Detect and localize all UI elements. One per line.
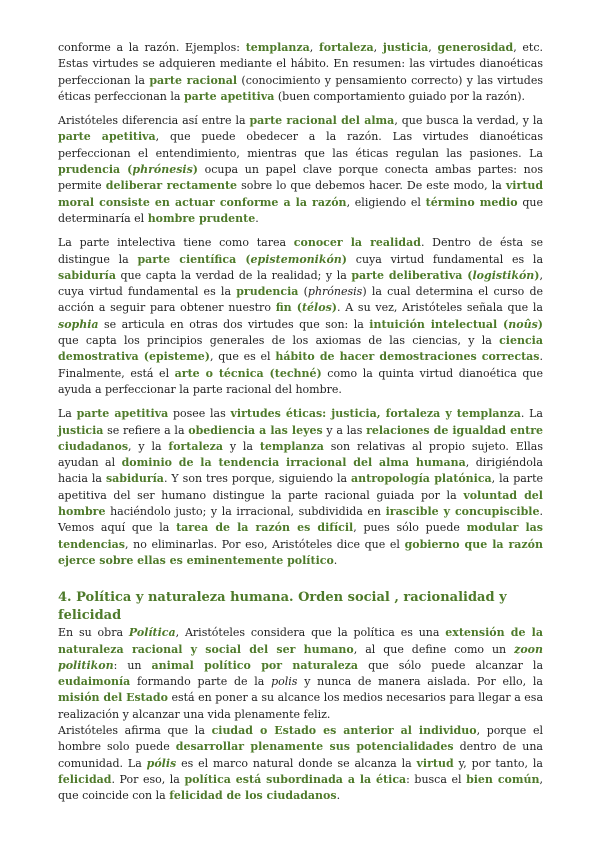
text-run: , [309,41,319,54]
highlighted-term: tarea de la razón es difícil [176,521,354,535]
text-run: y la [223,439,260,453]
highlighted-term: política está subordinada a la ética [184,772,407,786]
text-run: La parte intelectiva tiene como tarea [58,236,294,250]
highlighted-term: epistemonikón [250,252,342,266]
highlighted-term: animal político por naturaleza [151,658,359,672]
text-run: La [58,407,77,421]
highlighted-term: justicia [382,41,429,54]
highlighted-term: sabiduría [58,268,116,282]
highlighted-term: prudencia [236,285,299,299]
highlighted-term: justicia [58,423,104,437]
highlighted-term: parte racional [149,73,238,87]
highlighted-term: sabiduría [105,472,164,486]
highlighted-term: intuición intelectual ( [369,317,509,331]
highlighted-term: parte racional del alma [249,114,395,128]
text-run: , que busca la verdad, y la [394,114,543,128]
text-run: , cuya virtud fundamental es la [58,268,543,299]
highlighted-term: ciudad o Estado es anterior al individuo [211,723,477,737]
highlighted-term: conocer la realidad [293,236,421,250]
highlighted-term: arte o técnica (techné) [174,366,322,380]
highlighted-term: télos [301,301,332,315]
text-run: posee las [168,407,231,421]
highlighted-term: parte apetitiva [76,407,169,421]
text-run: que capta los principios generales de los axiomas de las ciencias, y la [58,334,500,348]
text-run: . Por eso, la [111,772,185,786]
highlighted-term: zoon politikon [58,642,543,672]
paragraph [58,235,543,398]
highlighted-term: virtud [416,756,454,770]
text-run: , pues sólo puede [353,521,467,535]
section-heading: 4. Política y naturaleza humana. Orden social , racionalidad y felicidad [58,590,507,624]
highlighted-term: misión del Estado [58,691,168,705]
paragraph [58,625,543,723]
highlighted-term: extensión de la naturaleza racional y social del ser humano [58,626,543,656]
highlighted-term: hombre prudente [147,211,256,225]
highlighted-term: ) [534,268,540,282]
highlighted-term: logistikón [472,268,535,282]
highlighted-term: ciencia demostrativa (episteme) [58,334,543,364]
text-run: ocupa un papel clave porque conecta ambas partes: nos permite [58,163,543,193]
text-run: y nunca de manera aislada. Por ello, la [297,675,543,689]
highlighted-term: virtud moral consiste en actuar conforme a la razón [58,179,544,209]
text-run: se articula en otras dos virtudes que son: la [98,317,370,331]
text-run: conforme a la razón. Ejemplos: [58,41,246,54]
highlighted-term: sophia [58,317,99,331]
text-run: , porque el hombre solo puede [58,723,544,754]
paragraphs-block [58,40,543,569]
highlighted-term: irascible y concupiscible [385,505,540,519]
paragraph [58,723,543,804]
text-run: se refiere a la [103,423,189,437]
highlighted-term: modular las tendencias [58,521,543,551]
text-run: , al que define como un [353,642,515,656]
text-run: Aristóteles diferencia así entre la [58,114,250,128]
highlighted-term: gobierno que la razón ejerce sobre ellas es eminentemente político [58,537,544,567]
text-run: dentro de una comunidad. La [58,740,543,770]
highlighted-term: polis [271,675,298,689]
section-paragraphs-block [58,625,543,804]
document-page [58,40,543,804]
highlighted-term: ) [192,163,198,177]
text-run: que capta la verdad de la realidad; y la [115,268,352,282]
text-run: , la parte apetitiva del ser humano distingue la parte racional guiada por la [58,472,543,502]
highlighted-term: parte apetitiva [183,89,275,103]
highlighted-term: voluntad del hombre [58,488,543,519]
highlighted-term: templanza [259,439,324,453]
highlighted-term: relaciones de igualdad entre ciudadanos [58,423,543,453]
text-run: ( [298,285,308,299]
highlighted-term: ) [331,301,337,315]
text-run: haciéndolo justo; y la irracional, subdividida en [105,505,386,519]
text-run: En su obra [58,626,129,640]
text-run: que determinaría el [58,195,543,225]
highlighted-term: obediencia a las leyes [188,423,323,437]
highlighted-term: prudencia ( [58,163,133,177]
text-run: , dirigiéndola hacia la [58,456,543,486]
text-run: : busca el [406,772,467,786]
highlighted-term: noûs [508,317,538,331]
text-run: , Aristóteles considera que la política es una [175,626,446,640]
text-run: que sólo puede alcanzar la [358,658,543,672]
highlighted-term: eudaimonía [58,675,131,689]
text-run: . Finalmente, está el [58,350,543,380]
text-run: . La [520,407,543,421]
text-run: . Dentro de ésta se distingue la [58,236,544,266]
text-run: , que coincide con la [58,772,543,803]
text-run: es el marco natural donde se alcanza la [176,756,417,770]
text-run: , y la [128,439,169,453]
text-run: está en poner a su alcance los medios necesarios para llegar a esa realización y alcanzar una vida plenamente feliz. [58,691,543,721]
highlighted-term: parte deliberativa ( [351,268,473,282]
highlighted-term: bien común [466,772,540,786]
text-run: cuya virtud fundamental es la [347,252,543,266]
text-run: . [336,789,341,803]
highlighted-term: parte apetitiva [58,130,156,144]
highlighted-term: ) [537,317,543,331]
text-run: como la quinta virtud dianoética que ayuda a perfeccionar la parte racional del hombre. [58,366,543,396]
highlighted-term: hábito de hacer demostraciones correctas [275,350,540,364]
highlighted-term: término medio [425,195,518,209]
text-run: , eligiendo el [346,195,426,209]
highlighted-term: fortaleza [319,41,374,54]
highlighted-term: antropología platónica [351,472,492,486]
text-run: . [255,211,259,225]
highlighted-term: templanza [245,41,310,54]
highlighted-term: ) [341,252,348,266]
highlighted-term: pólis [146,756,177,770]
text-run: , no eliminarlas. Por eso, Aristóteles dice que el [124,537,405,551]
text-run: . [333,553,338,567]
text-run: formando parte de la [130,675,272,689]
text-run: , etc. Estas virtudes se adquieren mediante el hábito. En resumen: las virtudes dianoéticas perfeccionan la [58,41,543,87]
text-run: y, por tanto, la [453,756,543,770]
text-run: ) la cual determina el curso de acción a seguir para obtener nuestro [58,285,543,315]
paragraph [58,40,543,105]
paragraph [58,113,543,227]
paragraph [58,406,543,569]
text-run: (conocimiento y pensamiento correcto) y las virtudes éticas perfeccionan la [58,73,543,103]
text-run: , que puede obedecer a la razón. Las virtudes dianoéticas perfeccionan el entendimiento, mientras que las éticas regulan las pasiones. La [58,130,543,160]
highlighted-term: Política [128,626,176,640]
highlighted-term: deliberar rectamente [105,179,238,193]
highlighted-term: felicidad de los ciudadanos [169,789,337,803]
text-run: son relativas al propio sujeto. Ellas ayudan al [58,439,543,470]
highlighted-term: generosidad [437,41,514,54]
text-run: , [428,41,438,54]
text-run: Aristóteles afirma que la [58,723,212,737]
highlighted-term: phrónesis [132,163,193,177]
text-run: y a las [322,423,367,437]
text-run: : un [113,658,152,672]
text-run: (buen comportamiento guiado por la razón). [274,89,526,103]
text-run: . Vemos aquí que la [58,505,543,535]
highlighted-term: dominio de la tendencia irracional del alma humana [121,456,466,470]
text-run: sobre lo que debemos hacer. De este modo, la [237,179,506,193]
highlighted-term: fin ( [275,301,302,315]
highlighted-term: desarrollar plenamente sus potencialidades [175,740,454,754]
text-run: . A su vez, Aristóteles señala que la [336,301,543,315]
text-run: . Y son tres porque, siguiendo la [163,472,352,486]
highlighted-term: parte científica ( [137,252,251,266]
text-run: , que es el [209,350,276,364]
highlighted-term: virtudes éticas: justicia, fortaleza y templanza [230,407,521,421]
text-run: , [373,41,383,54]
highlighted-term: phrónesis [307,285,363,299]
highlighted-term: fortaleza [168,439,223,453]
highlighted-term: felicidad [58,772,112,786]
